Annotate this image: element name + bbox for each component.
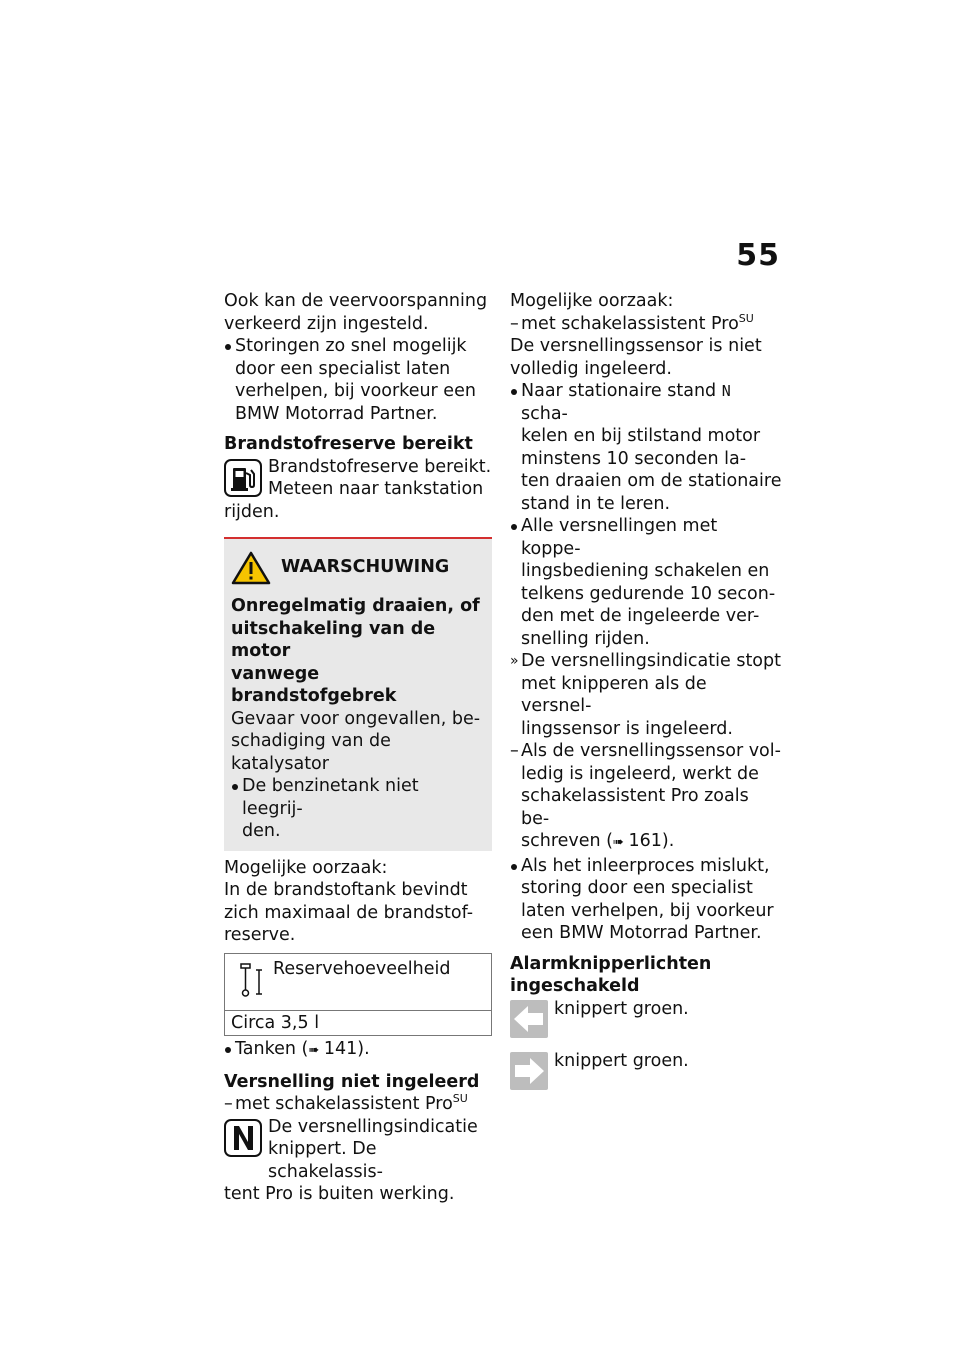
blink-left-row: knippert groen.: [510, 998, 782, 1050]
page-ref-icon[interactable]: ➠: [613, 835, 623, 850]
section-heading-gear: Versnelling niet ingeleerd: [224, 1071, 480, 1092]
warning-label: WAARSCHUWING: [281, 557, 450, 577]
page-number: 55: [736, 238, 780, 273]
fuel-reserve-text: Brandstofreserve bereikt. Meteen naar tankstation rijden.: [224, 456, 492, 522]
warning-text: Gevaar voor ongevallen, be- schadiging van de katalysator: [231, 708, 481, 774]
dash-item: – met schakelassistent Pro$^{SU}$: [510, 311, 754, 334]
spec-table: [224, 953, 492, 1037]
section-heading-hazard: Alarmknipperlichten ingeschakeld: [510, 953, 712, 996]
section-heading-fuel: Brandstofreserve bereikt: [224, 434, 473, 454]
list-item-refuel: Tanken (➠ 141).: [224, 1038, 492, 1063]
result-item: » De versnellingsindicatie stopt met knipperen als de versnel- lingssensor is ingeleerd.: [510, 651, 781, 739]
arrow-right-icon: [510, 1052, 548, 1090]
left-column: [224, 290, 492, 1206]
gear-n-icon: [224, 1119, 262, 1157]
cause-label: Mogelijke oorzaak:: [510, 291, 674, 311]
warning-title: Onregelmatig draaien, of uitschakeling van de motor vanwege brandstofgebrek: [231, 596, 480, 706]
list-item: Storingen zo snel mogelijk door een specialist laten verhelpen, bij voorkeur een BMW Motorrad Partner.: [224, 335, 492, 425]
intro-text: Ook kan de veervoorspanning verkeerd zijn ingesteld.: [224, 291, 488, 334]
warning-box: [224, 539, 492, 851]
cause-text: Mogelijke oorzaak: In de brandstoftank bevindt zich maximaal de brandstof- reserve.: [224, 857, 474, 945]
right-column: [510, 290, 782, 1098]
blink-right-row: knippert groen.: [510, 1050, 782, 1098]
warning-triangle-icon: [231, 551, 271, 585]
warning-header: [231, 553, 484, 589]
spec-label: Reservehoeveelheid: [273, 958, 451, 979]
dash-item: – met schakelassistent Pro$^{SU}$: [224, 1092, 468, 1114]
gear-indicator-text: De versnellingsindicatie knippert. De schakelassis- tent Pro is buiten werking.: [224, 1116, 478, 1204]
sensor-text: De versnellingssensor is niet volledig ingeleerd.: [510, 336, 762, 379]
spec-value: Circa 3,5 l: [225, 1010, 491, 1036]
fuel-pump-icon: [224, 459, 262, 497]
list-item: Alle versnellingen met koppe- lingsbediening schakelen en telkens gedurende 10 secon- den met de ingeleerde ver- snelling rijden.: [510, 515, 782, 650]
list-item: Naar stationaire stand N scha- kelen en bij stilstand motor minstens 10 seconden la- ten draaien om de stationaire stand in te leren.: [510, 380, 782, 515]
warning-list-item: De benzinetank niet leegrij- den.: [231, 775, 484, 843]
page-ref-icon[interactable]: ➠: [308, 1043, 319, 1058]
list-item: Als het inleerproces mislukt, storing door een specialist laten verhelpen, bij voorkeur een BMW Motorrad Partner.: [510, 855, 782, 945]
arrow-left-icon: [510, 1000, 548, 1038]
dash-item: – Als de versnellingssensor vol- ledig is ingeleerd, werkt de schakelassistent Pro zoals be- schreven (➠ 161).: [510, 741, 781, 851]
fuel-level-icon: [237, 962, 267, 998]
